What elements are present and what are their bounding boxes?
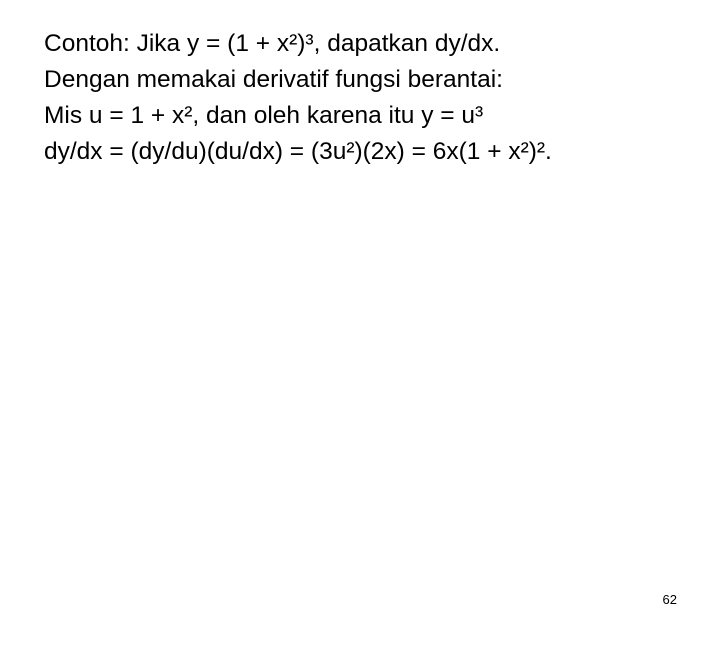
page-number: 62	[662, 592, 677, 607]
method-statement: Dengan memakai derivatif fungsi berantai:	[44, 66, 503, 93]
substitution-line: Mis u = 1 + x², dan oleh karena itu y = u³	[44, 102, 484, 129]
example-statement: Contoh: Jika y = (1 + x²)³, dapatkan dy/dx.	[44, 30, 501, 57]
derivative-result-line: dy/dx = (dy/du)(du/dx) = (3u²)(2x) = 6x(1 + x²)².	[44, 138, 552, 165]
slide-content	[44, 26, 704, 170]
